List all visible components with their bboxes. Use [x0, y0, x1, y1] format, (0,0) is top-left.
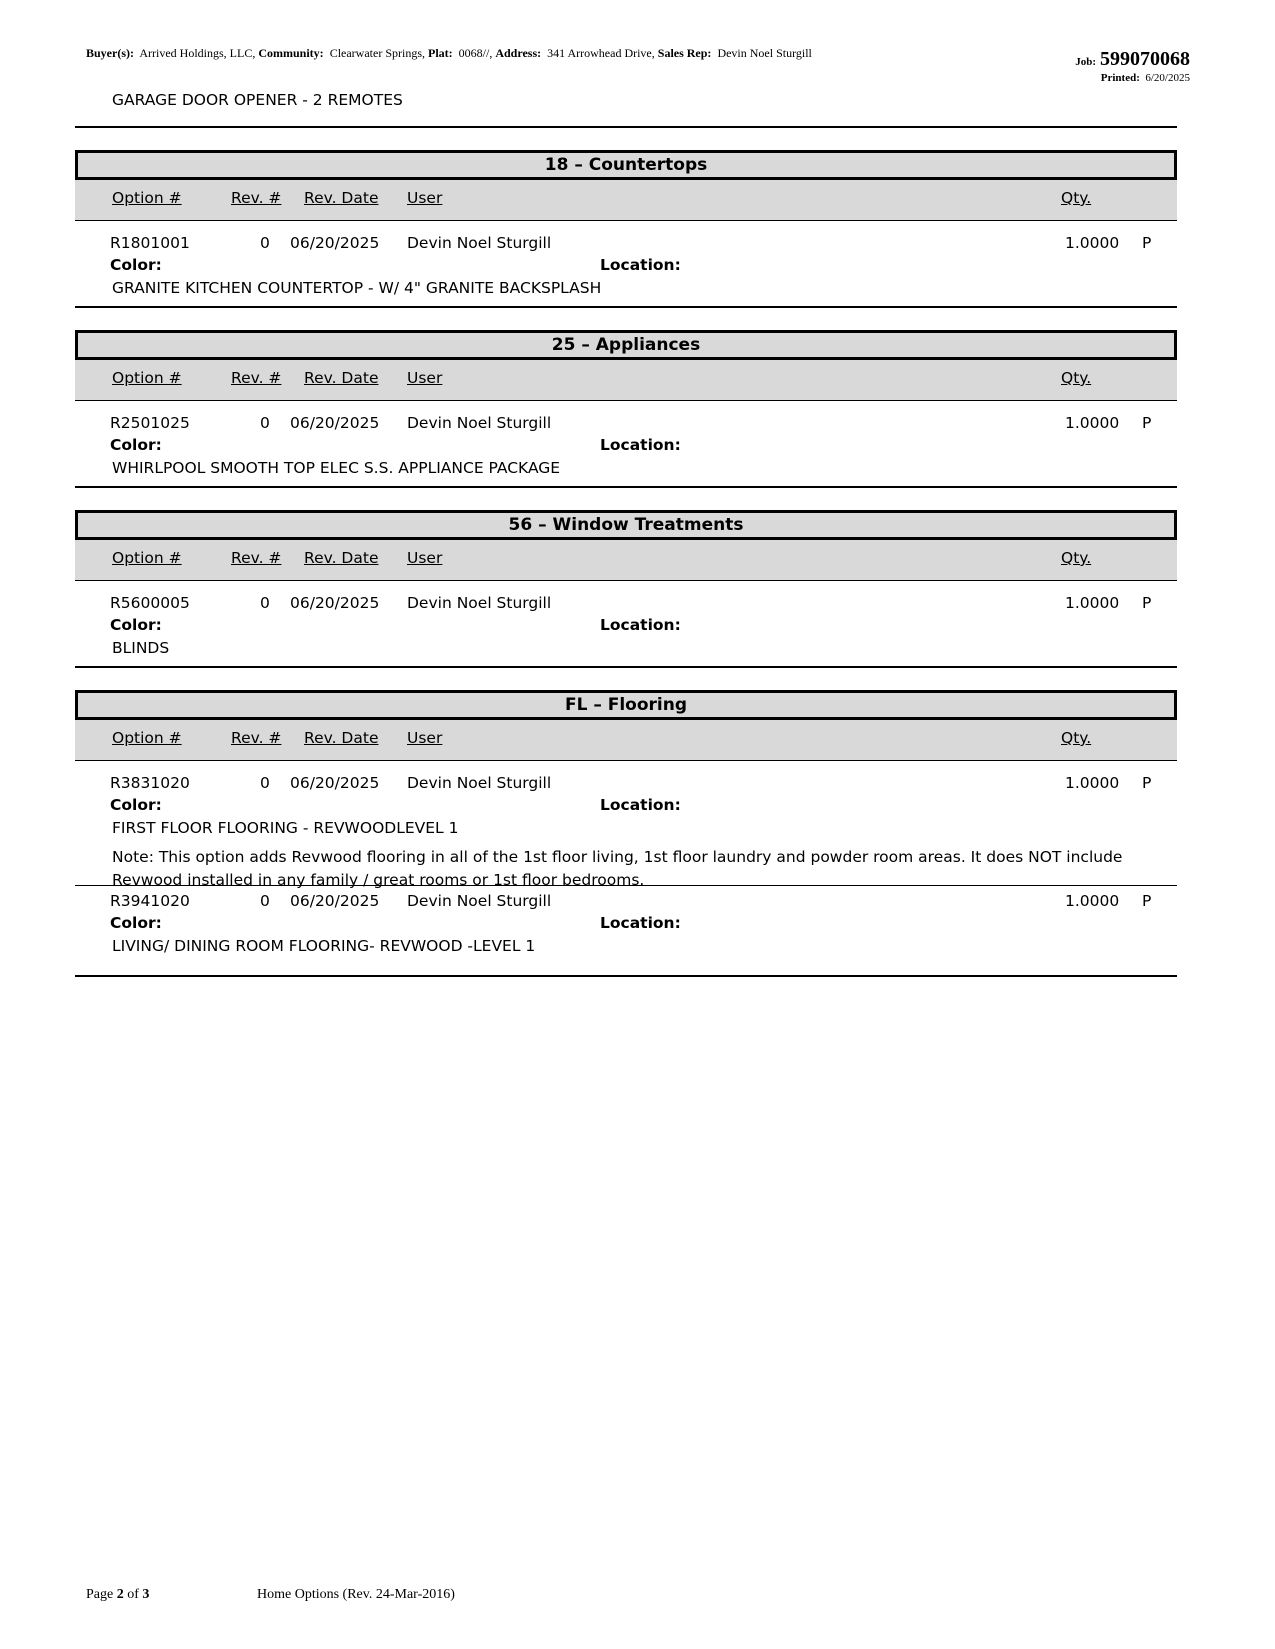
option-description: FIRST FLOOR FLOORING - REVWOODLEVEL 1 [112, 819, 459, 837]
column-header [75, 720, 1177, 761]
col-rev-date: Rev. Date [304, 369, 379, 387]
sales-rep-value: Devin Noel Sturgill [717, 46, 812, 60]
rev-date: 06/20/2025 [290, 594, 380, 612]
option-number: R1801001 [110, 234, 190, 252]
printed-date: 6/20/2025 [1145, 72, 1190, 84]
col-qty: Qty. [1061, 189, 1092, 207]
plat-value: 0068//, [458, 46, 493, 60]
status-flag: P [1142, 594, 1152, 612]
rev-number: 0 [260, 234, 270, 252]
quantity: 1.0000 [1065, 774, 1120, 792]
option-number: R3941020 [110, 892, 190, 910]
color-label: Color: [110, 436, 162, 454]
option-row [75, 887, 1177, 969]
col-rev-date: Rev. Date [304, 729, 379, 747]
divider [75, 306, 1177, 308]
section-title: FL – Flooring [75, 690, 1177, 720]
column-header [75, 360, 1177, 401]
rev-number: 0 [260, 774, 270, 792]
rev-date: 06/20/2025 [290, 892, 380, 910]
user-name: Devin Noel Sturgill [407, 774, 552, 792]
column-header [75, 180, 1177, 221]
rev-date: 06/20/2025 [290, 414, 380, 432]
color-label: Color: [110, 914, 162, 932]
job-block [1075, 48, 1190, 71]
col-rev: Rev. # [231, 369, 282, 387]
page-number [86, 1587, 149, 1603]
buyer-value: Arrived Holdings, LLC, [139, 46, 256, 60]
printed-label: Printed: [1100, 72, 1140, 84]
col-rev-date: Rev. Date [304, 549, 379, 567]
col-user: User [407, 369, 443, 387]
location-label: Location: [600, 616, 681, 634]
rev-number: 0 [260, 594, 270, 612]
column-header [75, 540, 1177, 581]
job-label: Job: [1075, 56, 1096, 68]
divider [75, 486, 1177, 488]
col-qty: Qty. [1061, 549, 1092, 567]
option-row [75, 401, 1177, 483]
quantity: 1.0000 [1065, 234, 1120, 252]
section-title: 56 – Window Treatments [75, 510, 1177, 540]
sales-rep-label: Sales Rep: [657, 46, 712, 60]
option-row [75, 221, 1177, 303]
user-name: Devin Noel Sturgill [407, 414, 552, 432]
col-option: Option # [112, 549, 182, 567]
option-row [75, 761, 1177, 887]
job-number: 599070068 [1100, 48, 1190, 70]
col-user: User [407, 549, 443, 567]
color-label: Color: [110, 256, 162, 274]
plat-label: Plat: [428, 46, 453, 60]
option-description: BLINDS [112, 639, 170, 657]
status-flag: P [1142, 234, 1152, 252]
user-name: Devin Noel Sturgill [407, 594, 552, 612]
section-flooring [75, 690, 1177, 969]
quantity: 1.0000 [1065, 414, 1120, 432]
col-option: Option # [112, 729, 182, 747]
status-flag: P [1142, 774, 1152, 792]
quantity: 1.0000 [1065, 892, 1120, 910]
col-rev: Rev. # [231, 189, 282, 207]
option-description: WHIRLPOOL SMOOTH TOP ELEC S.S. APPLIANCE PACKAGE [112, 459, 561, 477]
section-title: 18 – Countertops [75, 150, 1177, 180]
page-current: 2 [116, 1587, 124, 1602]
section-appliances [75, 330, 1177, 483]
divider [75, 666, 1177, 668]
status-flag: P [1142, 414, 1152, 432]
rev-date: 06/20/2025 [290, 234, 380, 252]
status-flag: P [1142, 892, 1152, 910]
row-divider [75, 885, 1177, 886]
col-rev: Rev. # [231, 549, 282, 567]
col-rev: Rev. # [231, 729, 282, 747]
address-label: Address: [495, 46, 542, 60]
page-prefix: Page [86, 1587, 114, 1602]
option-row [75, 581, 1177, 663]
location-label: Location: [600, 914, 681, 932]
form-name: Home Options (Rev. 24-Mar-2016) [257, 1587, 455, 1602]
section-window-treatments [75, 510, 1177, 663]
rev-date: 06/20/2025 [290, 774, 380, 792]
col-qty: Qty. [1061, 369, 1092, 387]
color-label: Color: [110, 616, 162, 634]
printed-block [1101, 72, 1190, 84]
section-title: 25 – Appliances [75, 330, 1177, 360]
user-name: Devin Noel Sturgill [407, 234, 552, 252]
quantity: 1.0000 [1065, 594, 1120, 612]
community-label: Community: [258, 46, 324, 60]
col-user: User [407, 729, 443, 747]
color-label: Color: [110, 796, 162, 814]
location-label: Location: [600, 256, 681, 274]
location-label: Location: [600, 796, 681, 814]
col-rev-date: Rev. Date [304, 189, 379, 207]
rev-number: 0 [260, 892, 270, 910]
option-description: LIVING/ DINING ROOM FLOORING- REVWOOD -LEVEL 1 [112, 937, 536, 955]
divider [75, 126, 1177, 128]
rev-number: 0 [260, 414, 270, 432]
page-total: 3 [142, 1587, 150, 1602]
col-option: Option # [112, 369, 182, 387]
option-number: R2501025 [110, 414, 190, 432]
page-of: of [127, 1587, 139, 1602]
user-name: Devin Noel Sturgill [407, 892, 552, 910]
section-countertops [75, 150, 1177, 303]
carryover-text: GARAGE DOOR OPENER - 2 REMOTES [112, 91, 403, 109]
col-option: Option # [112, 189, 182, 207]
header-info [86, 46, 812, 61]
option-description: GRANITE KITCHEN COUNTERTOP - W/ 4" GRANITE BACKSPLASH [112, 279, 602, 297]
col-qty: Qty. [1061, 729, 1092, 747]
address-value: 341 Arrowhead Drive, [547, 46, 655, 60]
option-number: R5600005 [110, 594, 190, 612]
buyer-label: Buyer(s): [86, 46, 134, 60]
divider [75, 975, 1177, 977]
option-number: R3831020 [110, 774, 190, 792]
location-label: Location: [600, 436, 681, 454]
community-value: Clearwater Springs, [329, 46, 425, 60]
option-note: Note: This option adds Revwood flooring in all of the 1st floor living, 1st floor laundry and powder room areas. It does NOT include Revwood installed in any family / great rooms or 1st floor bedrooms. [112, 848, 1123, 889]
col-user: User [407, 189, 443, 207]
